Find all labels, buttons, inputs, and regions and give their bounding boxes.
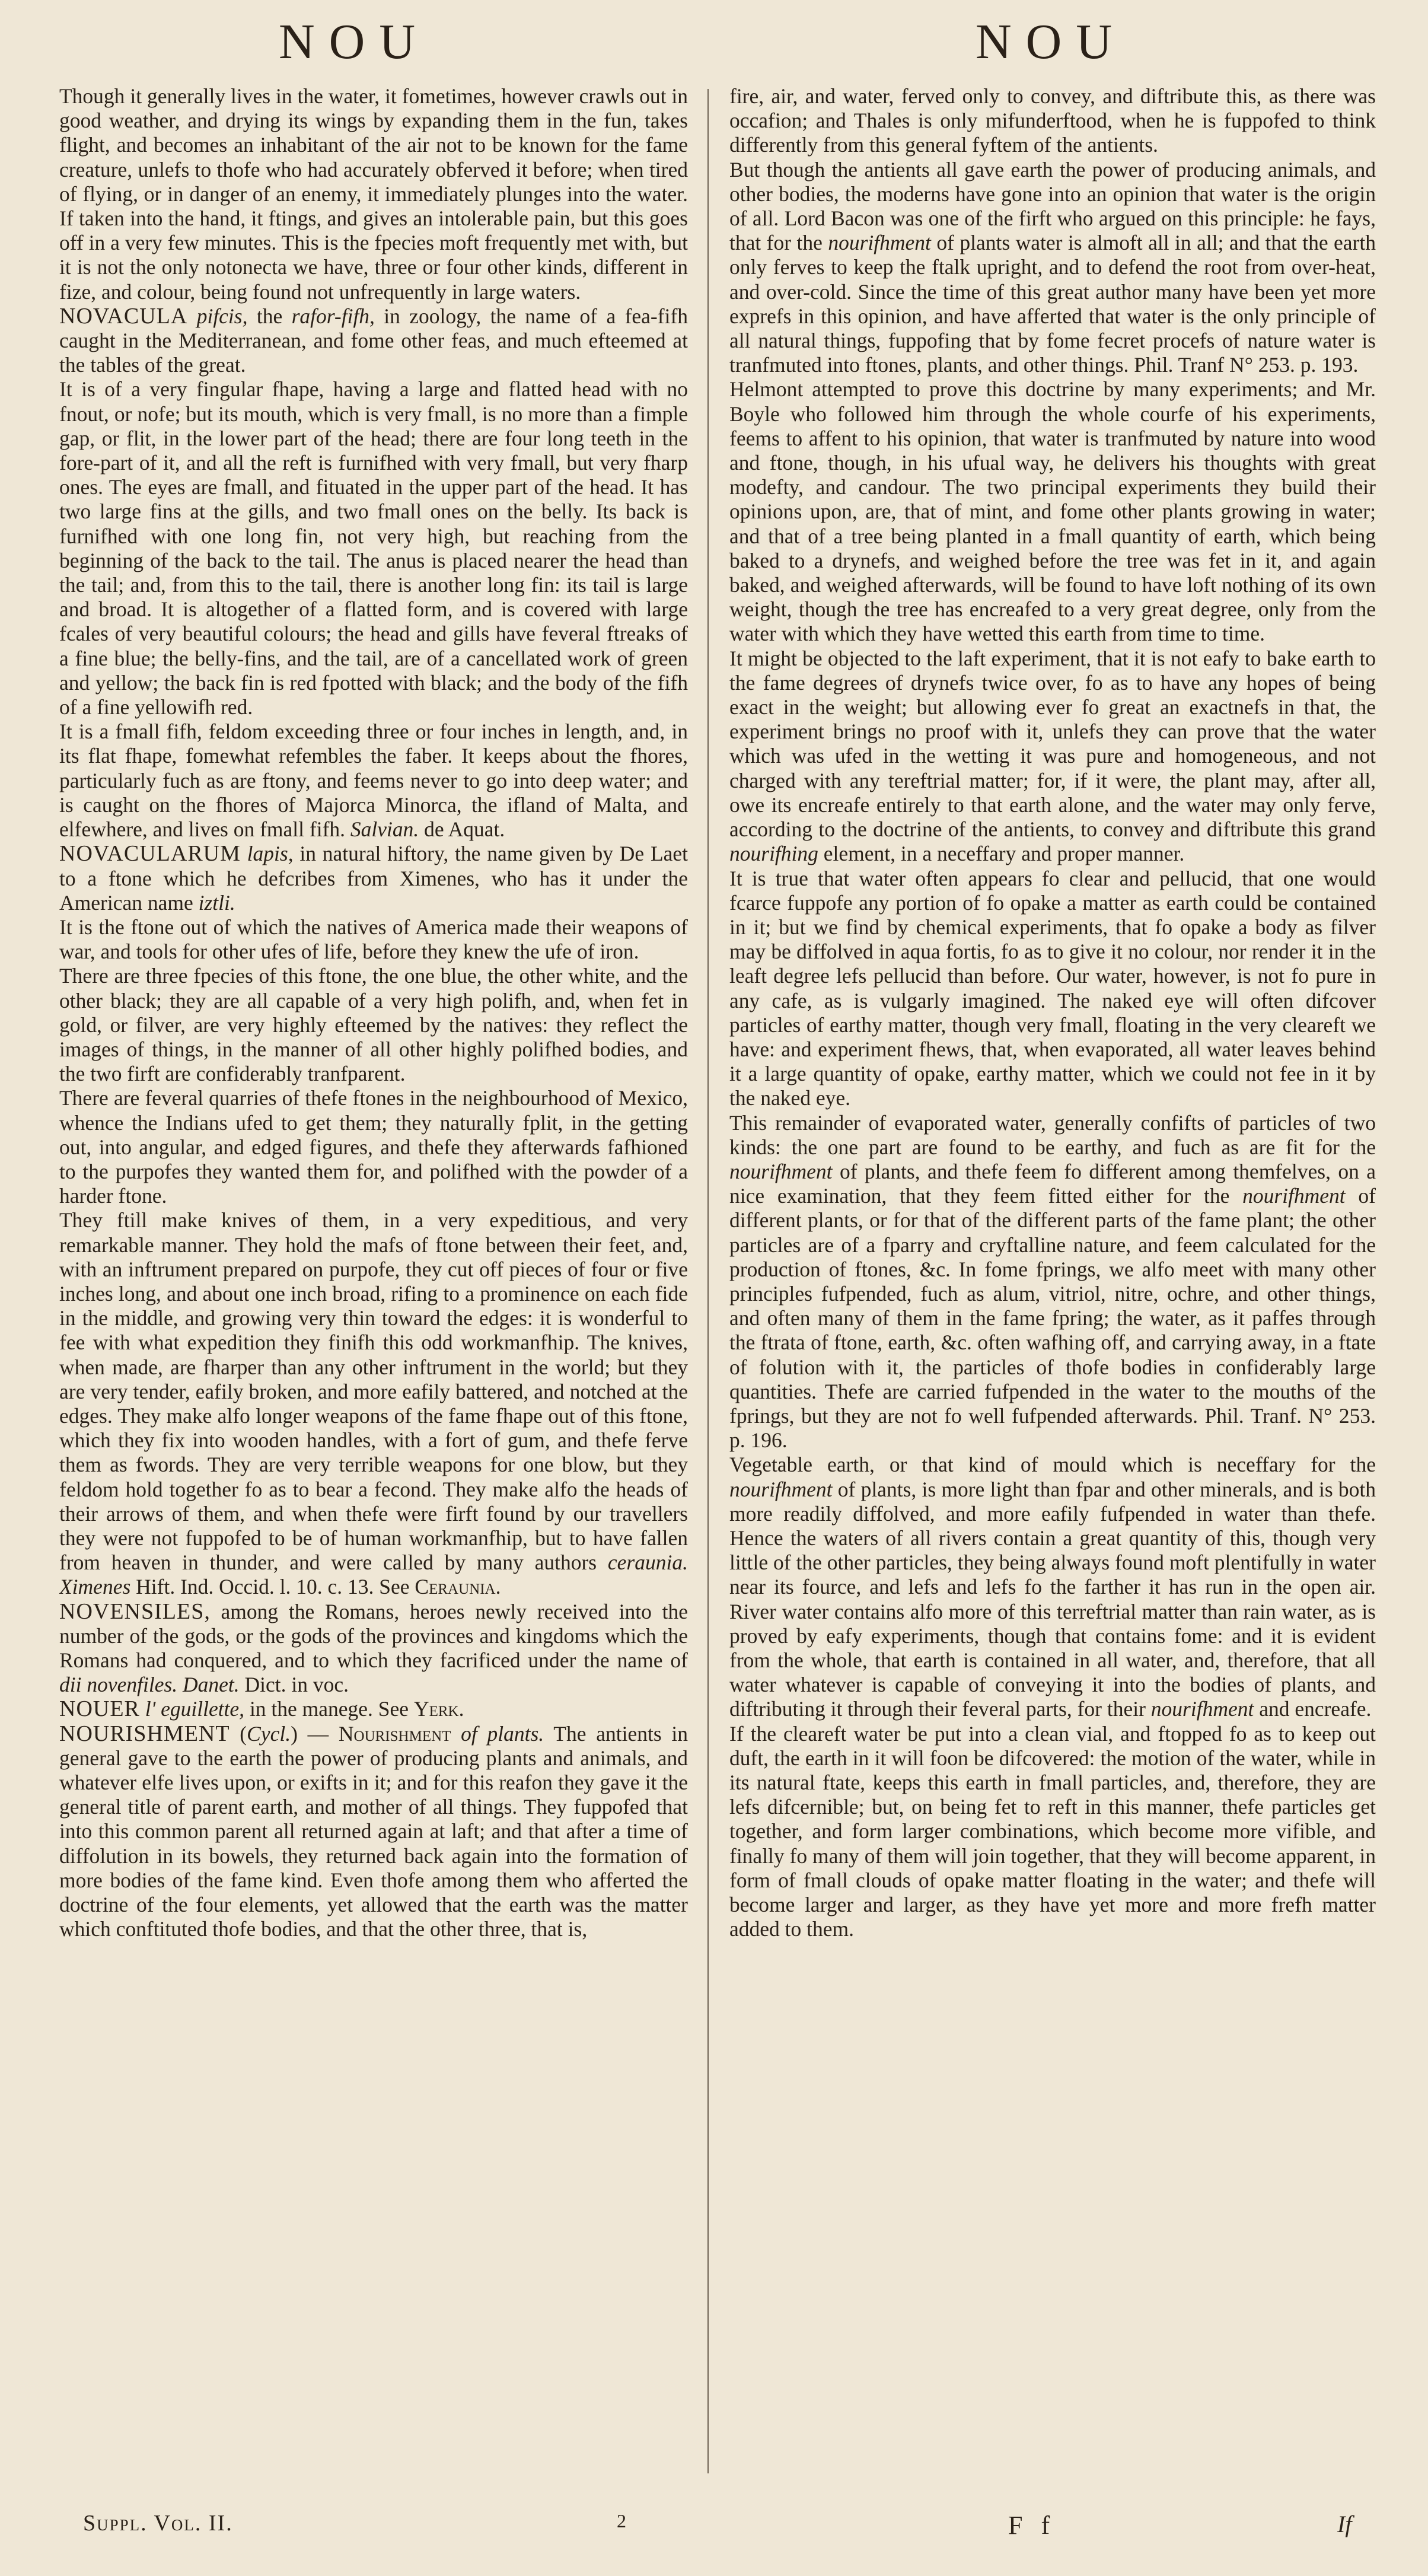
italic-term: nourifhment <box>828 231 931 255</box>
paragraph <box>59 84 688 304</box>
entry-text: among the Romans, heroes newly received into the number of the gods, or the gods of the provinces and kingdoms which the Romans had conquered, and to which they facrificed under the name of <box>59 1599 688 1672</box>
italic-term: pifcis, <box>196 304 248 328</box>
headword: NOUER <box>59 1696 140 1722</box>
paragraph-text: and encreafe. <box>1254 1697 1372 1721</box>
paragraph <box>59 964 688 1086</box>
headword: NOURISHMENT <box>59 1721 230 1746</box>
paragraph-text: If the cleareft water be put into a clean vial, and ftopped fo as to keep out duft, the earth in it will foon be difcovered: the motion of the water, while in its natural ftate, keeps this earth in fmall particles, and, therefore, they are lefs difcernible; but, on being fet to reft in this manner, thefe particles get together, and form larger combinations, which become more vifible, and finally fo many of them will join together, that they will become apparent, in form of fmall clouds of opake matter floating in the water; and thefe will become larger and larger, as they have yet more and more frefh matter added to them. <box>729 1721 1376 1941</box>
paragraph <box>59 719 688 842</box>
headword: NOVACULARUM <box>59 841 241 867</box>
italic-term: of plants. <box>451 1721 544 1746</box>
italic-term: ceraunia. <box>607 1550 688 1575</box>
citation: Salvian. <box>350 817 419 842</box>
cross-reference: Nourishment <box>338 1721 451 1746</box>
paragraph-text: They ftill make knives of them, in a very expeditious, and very remarkable manner. They hold the mafs of ftone between their feet, and, with an inftrument prepared on purpofe, they cut off pieces of four or five inches long, and about one inch broad, rifing to a prominence on each fide in the middle, and growing very thin toward the edges: it is wonderful to fee with what expedition they finifh this odd workmanfhip. The knives, when made, are fharper than any other inftrument in the world; but they are very tender, eafily broken, and more eafily battered, and notched at the edges. They make alfo longer weapons of the fame fhape out of this ftone, which they fix into wooden handles, with a fort of gum, and thefe ferve them as fwords. They are very terrible weapons for one blow, but they feldom hold together fo as to bear a fecond. They make alfo the heads of their arrows of them, and when thefe were firft found by our travellers they were not fuppofed to be of human workmanfhip, but to have fallen from heaven in thunder, and were called by many authors <box>59 1208 688 1575</box>
gathering-mark: F f <box>1008 2511 1056 2540</box>
italic-term: nourifhment <box>729 1477 833 1501</box>
paragraph-text: It is true that water often appears fo clear and pellucid, that one would fcarce fuppofe any portion of fo opake a matter as earth could be contained in it; but we find by chemical experiments, that fo opake a body as filver may be diffolved in aqua fortis, fo as to give it no colour, nor render it in the leaft degree lefs pellucid than before. Our water, however, is not fo pure in any cafe, as is vulgarly imagined. The naked eye will often difcover particles of earthy matter, though very fmall, floating in the very cleareft we have: and experiment fhews, that, when evaporated, all water leaves behind it a large quantity of opake, earthy matter, which we could not fee in it by the naked eye. <box>729 866 1376 1110</box>
page-number: 2 <box>617 2510 626 2532</box>
paragraph <box>59 915 688 964</box>
paragraph <box>59 377 688 719</box>
italic-term: Cycl. <box>247 1721 291 1746</box>
entry-novacula <box>59 304 688 378</box>
italic-term: dii novenfiles. <box>59 1673 178 1697</box>
paragraph-text: It might be objected to the laft experiment, that it is not eafy to bake earth to the fame degrees of drynefs twice over, fo as to have any hopes of being exact in the weight; but allowing ever fo great an exactnefs in that, the experiment brings no proof with it, unlefs they can prove that the water which was ufed in the wetting it was pure and homogeneous, and not charged with any tereftrial matter; for, if it were, the plant may, after all, owe its encreafe entirely to that earth alone, and the water may only ferve, according to the doctrine of the antients, to convey and diftribute this grand <box>729 646 1376 842</box>
paragraph-text: Though it generally lives in the water, it fometimes, however crawls out in good weather, and drying its wings by expanding them in the fun, takes flight, and becomes an inhabitant of the air not to be known for the fame creature, unlefs to thofe who had accurately obferved it before; when tired of flying, or in danger of an enemy, it immediately plunges into the water. If taken into the hand, it ftings, and gives an intolerable pain, but this goes off in a very few minutes. This is the fpecies moft frequently met with, but it is not the only notonecta we have, three or four other kinds, different in fize, and colour, being found not unfrequently in large waters. <box>59 84 688 304</box>
entry-novacularum <box>59 842 688 915</box>
entry-text: The antients in general gave to the earth the power of producing plants and animals, and whatever elfe lives upon, or exifts in it; and for this reafon they gave it the general title of parent earth, and mother of all things. They fuppofed that into this common parent all returned again at laft; and that after a time of diffolution in its bowels, they returned back again into the formation of more bodies of the fame kind. Even thofe among them who afferted the doctrine of the four elements, yet allowed that the earth was the matter which conftituted thofe bodies, and that the other three, that is, <box>59 1721 688 1941</box>
entry-novensiles <box>59 1600 688 1698</box>
paragraph-text: of plants, and thefe feem fo different among themfelves, on a nice examination, that they feem fitted either for the <box>729 1159 1376 1208</box>
paragraph-text: This remainder of evaporated water, generally confifts of particles of two kinds: the one part are found to be earthy, and fuch as are fit for the <box>729 1110 1376 1159</box>
entry-text: in zoology, the name of a fea-fifh caught in the Mediterranean, and fome other feas, and much efteemed at the tables of the great. <box>59 304 688 377</box>
column-rule <box>707 89 709 2473</box>
paragraph <box>729 84 1376 158</box>
paragraph-text: Hift. Ind. Occid. l. 10. c. 13. See <box>130 1575 415 1599</box>
right-column <box>729 84 1376 2481</box>
entry-text: the <box>247 304 292 328</box>
entry-text: ) — <box>291 1721 339 1746</box>
entry-text: in the manege. See <box>244 1697 414 1721</box>
cross-reference: Ceraunia. <box>415 1575 501 1599</box>
paragraph-text: It is of a very fingular fhape, having a large and flatted head with no fnout, or nofe; but its mouth, which is very fmall, is no more than a fimple gap, or flit, in the lower part of the head; there are four long teeth in the fore-part of it, and all the reft is furnifhed with very fmall, but very fharp ones. The eyes are fmall, and fituated in the upper part of the head. It has two large fins at the gills, and two fmall ones on the belly. Its back is furnifhed with one long fin, not very high, but reaching from the beginning of the back to the tail. The anus is placed nearer the head than the tail; and, from this to the tail, there is another long fin: its tail is large and broad. It is altogether of a flatted form, and is covered with large fcales of very beautiful colours; the head and gills have feveral ftreaks of a fine blue; the belly-fins, and the tail, are of a cancellated work of green and yellow; the back fin is red fpotted with black; and the body of the fifh of a fine yellowifh red. <box>59 377 688 719</box>
italic-term: nourifhing <box>729 842 818 866</box>
paragraph-text: It is a fmall fifh, feldom exceeding three or four inches in length, and, in its flat fhape, fomewhat refembles the faber. It keeps about the fhores, particularly fuch as are ftony, and feems never to go into deep water; and is caught on the fhores of Majorca Minorca, the ifland of Malta, and elfewhere, and lives on fmall fifh. <box>59 719 688 842</box>
paragraph <box>729 1111 1376 1453</box>
paragraph <box>729 1722 1376 1942</box>
paragraph-text: of plants, is more light than fpar and other minerals, and is both more readily diffolved, and more eafily fufpended in water than thefe. Hence the waters of all rivers contain a great quantity of this, though very little of the other particles, they being always found moft plentifully in water near its fource, and lefs and lefs fo the farther it has run in the open air. River water contains alfo more of this terreftrial matter than rain water, as is proved by eafy experiments, though that contains fome: and it is evident from the whole, that earth is contained in all water, and, therefore, that all water whatever is capable of conveying it into the bodies of plants, and diftributing it through their feveral parts, for their <box>729 1477 1376 1721</box>
entry-text: in natural hiftory, the name given by De Laet to a ftone which he defcribes from Ximenes, who has it under the American name <box>59 842 688 915</box>
italic-term: nourifhment <box>1150 1697 1254 1721</box>
headword: NOVACULA <box>59 303 188 329</box>
entry-text: Dict. in voc. <box>239 1673 349 1697</box>
italic-term: rafor-fifh, <box>291 304 375 328</box>
running-head-right: NOU <box>976 14 1126 69</box>
paragraph <box>729 377 1376 646</box>
italic-term: l' eguillette, <box>139 1697 245 1721</box>
entry-nourishment <box>59 1722 688 1942</box>
paragraph <box>729 158 1376 378</box>
entry-text: ( <box>230 1721 247 1746</box>
running-head-left: NOU <box>279 14 429 69</box>
citation: Ximenes <box>59 1575 131 1599</box>
paragraph <box>729 867 1376 1111</box>
left-column <box>59 84 688 2481</box>
catchword: If <box>1337 2511 1352 2537</box>
paragraph-text: element, in a neceffary and proper manner. <box>818 842 1185 866</box>
paragraph-text: There are three fpecies of this ftone, the one blue, the other white, and the other black; they are all capable of a very high polifh, and, when fet in gold, or filver, are very highly efteemed by the natives: they reflect the images of things, in the manner of all other highly polifhed bodies, and the two firft are confiderably tranfparent. <box>59 964 688 1086</box>
paragraph <box>729 1453 1376 1721</box>
italic-term: iztli. <box>198 890 235 915</box>
paragraph <box>59 1208 688 1599</box>
paragraph-text: Helmont attempted to prove this doctrine by many experiments; and Mr. Boyle who followed him through the whole courfe of his experiments, feems to affent to his opinion, that water is tranfmuted by nature into wood and ftone, though, in his ufual way, he delivers his thoughts with great modefty, and candour. The two principal experiments they build their opinions upon, are, that of mint, and fome other plants growing in water; and that of a tree being planted in a fmall quantity of earth, which being baked to a drynefs, and weighed before the tree was fet in it, and again baked, and weighed afterwards, will be found to have loft nothing of its own weight, though the tree has encreafed to a very great degree, only from the water with which they have wetted this earth from time to time. <box>729 377 1376 646</box>
paragraph-text: Vegetable earth, or that kind of mould which is neceffary for the <box>729 1453 1376 1477</box>
citation: Danet. <box>177 1673 240 1697</box>
italic-term: lapis, <box>247 842 294 866</box>
paragraph-text: There are feveral quarries of thefe ftones in the neighbourhood of Mexico, whence the Indians ufed to get them; they naturally fplit, in the getting out, into angular, and edged figures, and thefe they afterwards fafhioned to the purpofes they wanted them for, and polifhed with the powder of a harder ftone. <box>59 1086 688 1208</box>
headword: NOVENSILES, <box>59 1599 211 1624</box>
paragraph-text: of plants water is almoft all in all; and that the earth only ferves to keep the ftalk upright, and to defend the root from over-heat, and over-cold. Since the time of this great author many have been yet more exprefs in this opinion, and have afferted that water is the only principle of all natural things, fuppofing that by fome fecret procefs of nature water is tranfmuted into ftones, plants, and other things. Phil. Tranf N° 253. p. 193. <box>729 231 1376 377</box>
paragraph-text: of different plants, or for that of the different parts of the fame plant; the other particles are of a fparry and cryftalline nature, and feem calculated for the production of ftones, &c. In fome fprings, we alfo meet with many other principles fufpended, fuch as alum, vitriol, nitre, ochre, and other things, and often many of them in the fame fpring; the water, as it paffes through the ftrata of ftone, earth, &c. often wafhing off, and carrying away, in a ftate of folution with it, the particles of thofe bodies in confiderably large quantities. Thefe are carried fufpended in the water to the mouths of the fprings, but they are not fo well fufpended afterwards. Phil. Tranf. N° 253. p. 196. <box>729 1184 1376 1453</box>
paragraph-text: fire, air, and water, ferved only to convey, and diftribute this, as there was occafion; and Thales is only mifunderftood, when he is fuppofed to think differently from this general fyftem of the antients. <box>729 84 1376 157</box>
entry-nouer <box>59 1697 688 1721</box>
italic-term: nourifhment <box>729 1159 833 1183</box>
paragraph-text: But though the antients all gave earth the power of producing animals, and other bodies, the moderns have gone into an opinion that water is the origin of all. Lord Bacon was one of the firft who argued on this principle: he fays, that for the <box>729 157 1376 255</box>
paragraph <box>59 1086 688 1208</box>
cross-reference: Yerk. <box>413 1697 464 1721</box>
italic-term: nourifhment <box>1242 1184 1346 1208</box>
paragraph-text: de Aquat. <box>419 817 505 842</box>
paragraph-text: It is the ftone out of which the natives of America made their weapons of war, and tools for other ufes of life, before they knew the ufe of iron. <box>59 915 688 964</box>
paragraph <box>729 647 1376 867</box>
signature-line: Suppl. Vol. II. <box>83 2511 233 2536</box>
